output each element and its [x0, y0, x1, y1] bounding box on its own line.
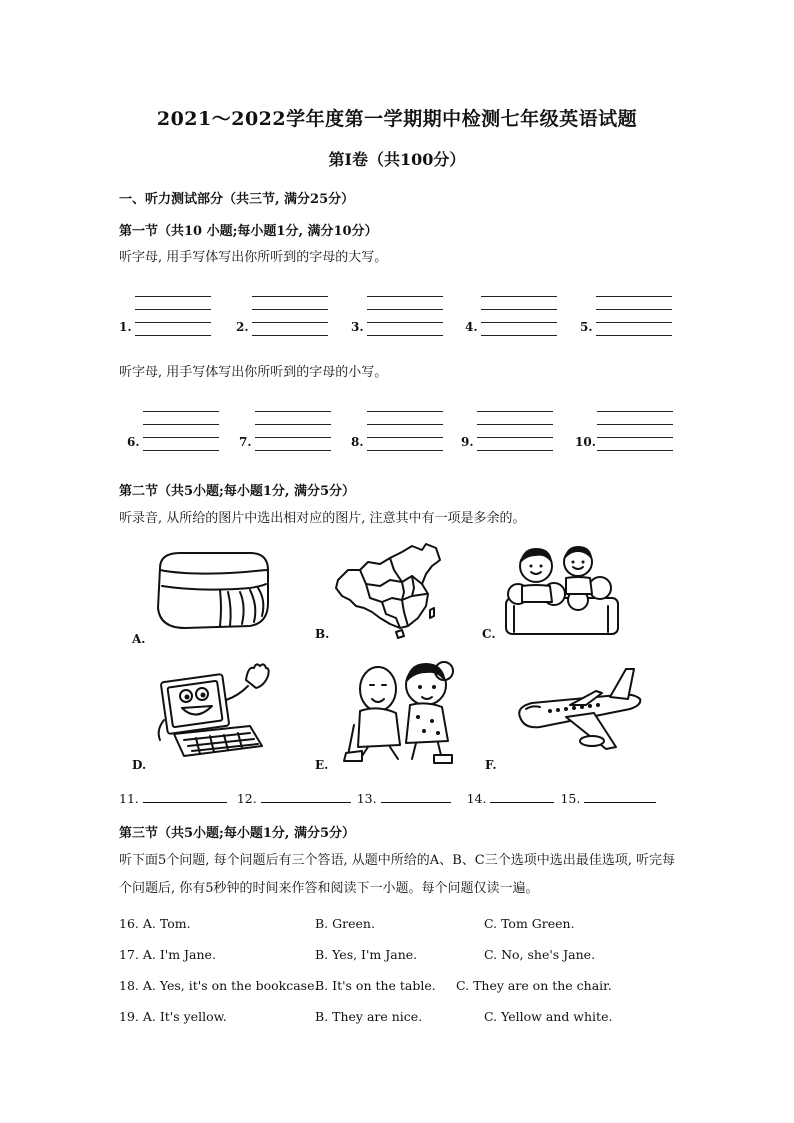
- option-a[interactable]: 19. A. It's yellow.: [119, 1009, 227, 1024]
- four-line-grid: [597, 411, 673, 455]
- answer-blank[interactable]: [381, 790, 451, 803]
- answer-blank[interactable]: [490, 790, 554, 803]
- four-line-grid: [143, 411, 219, 455]
- item-number: 8.: [351, 435, 364, 449]
- option-a[interactable]: 16. A. Tom.: [119, 916, 191, 931]
- option-b[interactable]: B. Yes, I'm Jane.: [315, 947, 418, 962]
- part-heading: 一、听力测试部分（共三节, 满分25分）: [119, 192, 355, 207]
- picture-label: E.: [315, 758, 329, 772]
- answer-number: 11.: [119, 791, 139, 806]
- quilt-icon: [150, 548, 275, 633]
- picture-label: D.: [132, 758, 147, 772]
- item-number: 1.: [119, 320, 132, 334]
- four-line-grid: [481, 296, 557, 340]
- option-c[interactable]: C. No, she's Jane.: [484, 947, 596, 962]
- item-number: 9.: [461, 435, 474, 449]
- four-line-grid: [477, 411, 553, 455]
- item-number: 2.: [236, 320, 249, 334]
- picture-label: C.: [482, 627, 496, 641]
- option-b[interactable]: B. It's on the table.: [315, 978, 436, 993]
- option-a[interactable]: 18. A. Yes, it's on the bookcase.: [119, 978, 319, 993]
- item-number: 10.: [575, 435, 596, 449]
- item-number: 5.: [580, 320, 593, 334]
- section2-instruction: 听录音, 从所给的图片中选出相对应的图片, 注意其中有一项是多余的。: [119, 511, 526, 526]
- section1-heading: 第一节（共10 小题;每小题1分, 满分10分）: [119, 224, 378, 239]
- item-number: 4.: [465, 320, 478, 334]
- writing-row-lower: [119, 407, 679, 457]
- four-line-grid: [367, 296, 443, 340]
- answer-row: [119, 790, 656, 806]
- picture-label: F.: [485, 758, 497, 772]
- option-c[interactable]: C. Tom Green.: [484, 916, 575, 931]
- four-line-grid: [252, 296, 328, 340]
- family-icon: [500, 542, 625, 640]
- option-c[interactable]: C. Yellow and white.: [484, 1009, 613, 1024]
- answer-number: 12.: [236, 791, 257, 806]
- writing-row-upper: [119, 292, 679, 342]
- answer-number: 14.: [466, 791, 487, 806]
- four-line-grid: [135, 296, 211, 340]
- picture-label: A.: [132, 632, 146, 646]
- page-subtitle: 第Ⅰ卷（共100分）: [328, 150, 466, 169]
- option-c[interactable]: C. They are on the chair.: [456, 978, 612, 993]
- option-a[interactable]: 17. A. I'm Jane.: [119, 947, 216, 962]
- answer-blank[interactable]: [143, 790, 227, 803]
- item-number: 6.: [127, 435, 140, 449]
- page-title: 2021～2022学年度第一学期期中检测七年级英语试题: [156, 108, 638, 130]
- option-b[interactable]: B. They are nice.: [315, 1009, 423, 1024]
- answer-number: 13.: [356, 791, 377, 806]
- item-number: 3.: [351, 320, 364, 334]
- four-line-grid: [367, 411, 443, 455]
- four-line-grid: [255, 411, 331, 455]
- section1-instruction-lower: 听字母, 用手写体写出你所听到的字母的小写。: [119, 365, 388, 380]
- answer-number: 15.: [560, 791, 581, 806]
- section3-heading: 第三节（共5小题;每小题1分, 满分5分）: [119, 826, 355, 841]
- four-line-grid: [596, 296, 672, 340]
- picture-label: B.: [315, 627, 330, 641]
- section2-heading: 第二节（共5小题;每小题1分, 满分5分）: [119, 484, 355, 499]
- china-map-icon: [330, 540, 450, 640]
- item-number: 7.: [239, 435, 252, 449]
- grandpa-girl-icon: [340, 655, 465, 765]
- answer-blank[interactable]: [261, 790, 351, 803]
- option-b[interactable]: B. Green.: [315, 916, 375, 931]
- laptop-icon: [150, 660, 275, 760]
- airplane-icon: [510, 665, 650, 760]
- section1-instruction-upper: 听字母, 用手写体写出你所听到的字母的大写。: [119, 250, 388, 265]
- section3-instruction: 听下面5个问题, 每个问题后有三个答语, 从题中所给的A、B、C三个选项中选出最佳选项, 听完每个问题后, 你有5秒钟的时间来作答和阅读下一小题。每个问题仅读一遍。: [119, 853, 675, 896]
- answer-blank[interactable]: [584, 790, 656, 803]
